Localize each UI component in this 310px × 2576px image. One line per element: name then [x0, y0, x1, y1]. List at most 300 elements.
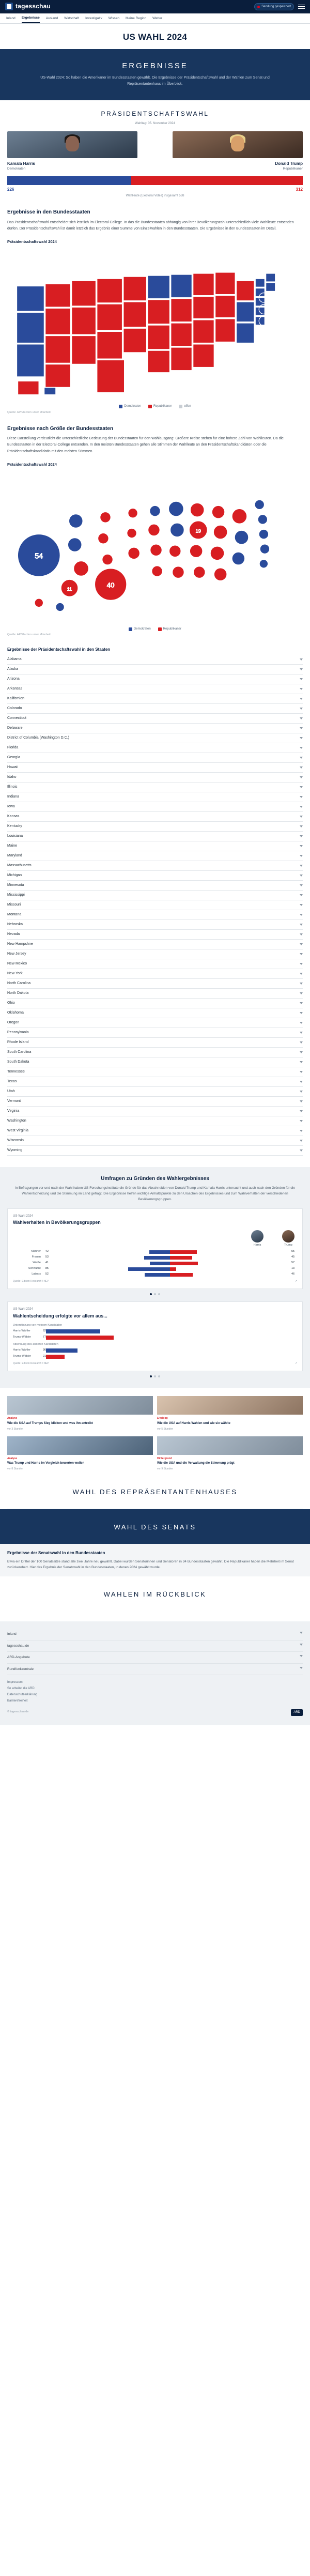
state-name: Washington [7, 1118, 26, 1123]
state-row[interactable] [7, 1116, 303, 1126]
ev-count-trump: 312 [296, 187, 303, 192]
brand-logo[interactable] [5, 2, 51, 11]
survey-heading: Umfragen zu Gründen des Wahlergebnisses [101, 1176, 209, 1182]
nav-item-3[interactable]: Investigativ [85, 16, 102, 20]
state-name: Montana [7, 912, 22, 916]
state-name: North Dakota [7, 991, 29, 995]
nav-item-0[interactable]: Inland [6, 16, 16, 20]
state-name: Vermont [7, 1099, 21, 1103]
group-trump-value: 13 [291, 1267, 295, 1270]
state-name: New Hampshire [7, 942, 33, 946]
harris-avatar [251, 1230, 264, 1243]
chevron-down-icon[interactable] [300, 1032, 303, 1034]
reason-label: Harris-Wähler [13, 1329, 30, 1333]
state-row[interactable] [7, 822, 303, 832]
chevron-down-icon[interactable] [300, 983, 303, 985]
chevron-down-icon[interactable] [300, 855, 303, 857]
teaser-3-tag: Hintergrund [157, 1456, 172, 1460]
state-results-list [7, 655, 303, 1156]
state-name: Iowa [7, 804, 15, 808]
hero-band [0, 49, 310, 100]
chevron-down-icon[interactable] [300, 1012, 303, 1014]
nav-item-4[interactable]: Wissen [108, 16, 120, 20]
svg-text:54: 54 [35, 552, 43, 561]
us-electoral-map[interactable] [7, 248, 303, 403]
group-harris-bar [144, 1256, 170, 1260]
main-nav [0, 13, 310, 24]
chevron-down-icon[interactable] [300, 786, 303, 788]
group-bar-row [13, 1250, 297, 1254]
chevron-down-icon[interactable] [300, 1130, 303, 1132]
footer-link-2[interactable] [7, 1652, 303, 1663]
chevron-down-icon[interactable] [300, 747, 303, 749]
reason-bar [46, 1355, 65, 1359]
state-row[interactable] [7, 694, 303, 704]
state-name: Arkansas [7, 686, 23, 691]
reason-value: 21 [42, 1355, 46, 1358]
state-name: Kentucky [7, 824, 22, 828]
card2-kicker: US-Wahl 2024 [13, 1308, 33, 1311]
state-name: Wyoming [7, 1148, 23, 1152]
state-row[interactable] [7, 881, 303, 891]
state-row[interactable] [7, 979, 303, 989]
teaser-1-meta: vor 5 Stunden [157, 1427, 174, 1431]
state-name: South Carolina [7, 1050, 32, 1054]
chevron-down-icon[interactable] [300, 776, 303, 778]
card1-source: Quelle: Edison Research / NEP [13, 1280, 49, 1283]
state-name: Alabama [7, 657, 22, 661]
chevron-down-icon[interactable] [300, 727, 303, 729]
chevron-down-icon[interactable] [300, 865, 303, 867]
chevron-down-icon[interactable] [300, 1091, 303, 1093]
teaser-1[interactable] [157, 1396, 303, 1431]
state-row[interactable] [7, 792, 303, 802]
state-row[interactable] [7, 891, 303, 900]
state-name: Wisconsin [7, 1138, 24, 1142]
senate-heading: WAHL DES SENATS [0, 1509, 310, 1544]
live-dot-icon [257, 6, 260, 8]
us-bubble-map[interactable] [7, 471, 303, 626]
chevron-down-icon[interactable] [300, 1022, 303, 1024]
state-name: New York [7, 971, 23, 975]
nav-item-2[interactable]: Wirtschaft [64, 16, 80, 20]
retro-heading: WAHLEN IM RÜCKBLICK [103, 1590, 207, 1599]
group-harris-bar [145, 1273, 170, 1277]
state-row[interactable] [7, 753, 303, 763]
state-row[interactable] [7, 1087, 303, 1097]
card1-trump-label: Trump [284, 1244, 292, 1247]
group-harris-value: 85 [45, 1267, 49, 1270]
state-results-title: Ergebnisse der Präsidentschaftswahl in den Staaten [7, 647, 111, 652]
chevron-down-icon[interactable] [300, 875, 303, 877]
state-row[interactable] [7, 1067, 303, 1077]
nav-item-active[interactable]: Ergebnisse [22, 13, 40, 23]
card1-title: Wahlverhalten in Bevölkerungsgruppen [13, 1220, 101, 1225]
state-row[interactable] [7, 959, 303, 969]
house-heading: WAHL DES REPRÄSENTANTENHAUSES [72, 1488, 238, 1496]
state-row[interactable] [7, 1018, 303, 1028]
reason-value: 62 [42, 1329, 46, 1333]
state-row[interactable] [7, 773, 303, 783]
chevron-down-icon[interactable] [300, 943, 303, 945]
teaser-2-image [7, 1436, 153, 1455]
footer-sub-2[interactable]: Datenschutzerklärung [7, 1693, 38, 1696]
state-row[interactable] [7, 1077, 303, 1087]
card1-harris-head [249, 1230, 266, 1248]
state-name: Georgia [7, 755, 20, 759]
teaser-2[interactable] [7, 1436, 153, 1471]
bubble-legend [7, 627, 303, 632]
bubble-source: Quelle: AP/Election unter Mitarbeit [7, 633, 51, 637]
senate-note [0, 1544, 310, 1576]
state-name: Arizona [7, 677, 20, 681]
state-row[interactable] [7, 743, 303, 753]
state-row[interactable] [7, 1146, 303, 1156]
state-row[interactable] [7, 802, 303, 812]
trump-party: Republikaner [283, 167, 303, 171]
footer-link-1-label: tagesschau.de [7, 1644, 29, 1648]
president-section-title: PRÄSIDENTSCHAFTSWAHL [101, 110, 209, 117]
teaser-0-meta: vor 3 Stunden [7, 1427, 24, 1431]
group-bar-row [13, 1267, 297, 1271]
state-name: Maryland [7, 853, 22, 857]
chevron-down-icon[interactable] [300, 658, 303, 661]
bubble-block-text: Diese Darstellung verdeutlicht die unterschiedliche Bedeutung der Bundesstaaten für den Wahlausgang: Größere Kreise stehen für eine höhere Zahl von Wahlleuten. Da die Bundesstaaten in der Electoral-College entsenden. In den meisten Bundesstaaten gehen alle Stimmen der Wahlleute an den Präsidentschaftskandidaten oder die Präsidentschaftskandidatin mit den meisten Stimmen. [7, 437, 284, 453]
state-row[interactable] [7, 704, 303, 714]
group-harris-value: 41 [45, 1261, 49, 1265]
group-label: Frauen [32, 1255, 41, 1259]
saved-broadcast-badge[interactable] [254, 3, 294, 11]
map-source: Quelle: AP/Election unter Mitarbeit [7, 410, 51, 414]
chevron-down-icon[interactable] [300, 698, 303, 700]
state-row[interactable] [7, 783, 303, 792]
state-name: Pennsylvania [7, 1030, 29, 1034]
saved-broadcast-label: Sendung gespeichert [261, 5, 291, 8]
ev-count-harris: 226 [7, 187, 14, 192]
survey-card-groups [7, 1208, 303, 1290]
reason-label: Harris-Wähler [13, 1348, 30, 1352]
chevron-down-icon[interactable] [300, 894, 303, 896]
state-row[interactable] [7, 763, 303, 773]
state-row[interactable] [7, 812, 303, 822]
state-row[interactable] [7, 1048, 303, 1057]
state-row[interactable] [7, 949, 303, 959]
state-row[interactable] [7, 1107, 303, 1116]
chevron-down-icon[interactable] [300, 688, 303, 690]
ev-caption: Wahlleute (Electoral Votes) insgesamt 538 [126, 194, 184, 198]
reason-bar-row [13, 1336, 297, 1340]
group-harris-value: 53 [45, 1255, 49, 1259]
state-name: Hawaii [7, 765, 19, 769]
tagesschau-mark-icon [5, 3, 13, 10]
chevron-down-icon[interactable] [300, 845, 303, 847]
chevron-down-icon[interactable] [300, 825, 303, 827]
state-name: District of Columbia (Washington D.C.) [7, 735, 69, 740]
trump-photo [173, 131, 303, 158]
chevron-down-icon[interactable] [300, 708, 303, 710]
group-harris-bar [149, 1250, 170, 1254]
card1-trump-head [280, 1230, 297, 1248]
reason-label: Trump-Wähler [13, 1355, 31, 1358]
state-row[interactable] [7, 1136, 303, 1146]
state-row[interactable] [7, 940, 303, 949]
state-name: New Mexico [7, 961, 27, 965]
chevron-down-icon[interactable] [300, 766, 303, 769]
state-name: Michigan [7, 873, 22, 877]
state-name: Florida [7, 745, 19, 749]
state-name: Illinois [7, 785, 18, 789]
card2-source: Quelle: Edison Research / NEP [13, 1362, 49, 1366]
state-row[interactable] [7, 832, 303, 841]
carousel-dots-1[interactable] [7, 1293, 303, 1295]
state-row[interactable] [7, 920, 303, 930]
reason-label: Trump-Wähler [13, 1336, 31, 1339]
page-title: US WAHL 2024 [122, 32, 188, 42]
nav-item-5[interactable]: Meine Region [126, 16, 147, 20]
burger-menu-icon[interactable] [298, 5, 305, 9]
chevron-down-icon[interactable] [300, 737, 303, 739]
state-name: Alaska [7, 667, 19, 671]
reason-value: 77 [42, 1336, 46, 1339]
state-row[interactable] [7, 851, 303, 861]
top-bar [0, 0, 310, 13]
map-block-title: Ergebnisse in den Bundesstaaten [7, 209, 90, 216]
candidate-row [7, 131, 303, 172]
trump-avatar [282, 1230, 295, 1243]
state-name: Nevada [7, 932, 20, 936]
state-row[interactable] [7, 714, 303, 724]
chevron-down-icon[interactable] [300, 816, 303, 818]
chevron-down-icon[interactable] [300, 1061, 303, 1063]
svg-text:11: 11 [67, 586, 72, 592]
chevron-down-icon[interactable] [300, 835, 303, 837]
share-icon[interactable]: ↗ [295, 1280, 297, 1283]
card1-harris-label: Harris [253, 1244, 261, 1247]
teaser-2-title: Was Trump und Harris im Vergleich bewerten wollen [7, 1462, 85, 1465]
share-icon-2[interactable]: ↗ [295, 1362, 297, 1366]
state-row[interactable] [7, 930, 303, 940]
state-row[interactable] [7, 1057, 303, 1067]
chevron-down-icon[interactable] [300, 924, 303, 926]
nav-item-1[interactable]: Ausland [45, 16, 58, 20]
chevron-down-icon[interactable] [300, 717, 303, 719]
group-trump-bar [170, 1250, 197, 1254]
teaser-3[interactable] [157, 1436, 303, 1471]
carousel-dots-2[interactable] [7, 1375, 303, 1377]
state-name: Kalifornien [7, 696, 25, 700]
chevron-down-icon[interactable] [300, 914, 303, 916]
group-bar-row [13, 1261, 297, 1265]
nav-item-6[interactable]: Wetter [152, 16, 163, 20]
state-row[interactable] [7, 910, 303, 920]
trump-face-shape [231, 136, 244, 151]
card1-kicker: US-Wahl 2024 [13, 1214, 33, 1218]
survey-card-reason [7, 1301, 303, 1371]
bubble-legend-rep: Republikaner [163, 627, 182, 631]
group-trump-bar [170, 1267, 176, 1271]
chevron-down-icon[interactable] [300, 992, 303, 994]
state-name: Nebraska [7, 922, 23, 926]
chevron-down-icon[interactable] [300, 1002, 303, 1004]
teaser-row-2 [0, 1431, 310, 1475]
hero-text: US-Wahl 2024: So haben die Amerikaner im Bundesstaaten gewählt. Die Ergebnisse der Präsidentschaftswahl und der Wahlen zum Senat und Repräsentantenhaus im Überblick. [40, 76, 270, 86]
electoral-vote-bar [7, 176, 303, 185]
ard-logo: ARD [291, 1709, 303, 1716]
group-harris-bar [150, 1262, 170, 1265]
chevron-down-icon[interactable] [300, 1110, 303, 1112]
footer-sub-3[interactable]: Barrierefreiheit [7, 1699, 28, 1703]
trump-name: Donald Trump [275, 161, 303, 166]
group-label: Männer [31, 1250, 41, 1253]
teaser-2-meta: vor 8 Stunden [7, 1467, 24, 1471]
reason-bar [46, 1329, 100, 1333]
state-name: West Virginia [7, 1128, 28, 1132]
map-block-text: Das Präsidentschaftswahl entscheidet sich letztlich im Electoral College. In das die Bundesstaaten abhängig von ihrer Bevölkerungszahl unterschiedlich viele Wahlleute entsenden dürfen. Der Präsidentschaftswahl ist damit letztlich das Ergebnis einer Summe von Einzelwahlen in den Bundesstaaten. Die Ergebnisse in den Bundesstaaten im Detail. [7, 220, 294, 231]
state-row[interactable] [7, 1028, 303, 1038]
chevron-down-icon[interactable] [300, 1071, 303, 1073]
harris-face-shape [66, 136, 79, 151]
teaser-1-image [157, 1396, 303, 1415]
teaser-0[interactable] [7, 1396, 153, 1431]
state-name: Minnesota [7, 883, 24, 887]
state-row[interactable] [7, 841, 303, 851]
group-bar-row [13, 1272, 297, 1277]
state-row[interactable] [7, 665, 303, 674]
teaser-1-title: Wie die USA auf Harris Wahlen und wie sie wählte [157, 1421, 230, 1425]
state-name: Delaware [7, 726, 23, 730]
state-name: Tennessee [7, 1069, 25, 1074]
reason-bar [46, 1348, 78, 1353]
footer-link-3-label: Rundfunkzentrale [7, 1667, 34, 1671]
teaser-row-1 [0, 1388, 310, 1431]
chevron-down-icon[interactable] [300, 973, 303, 975]
survey-section [0, 1167, 310, 1388]
state-row[interactable] [7, 733, 303, 743]
group-harris-bar [128, 1267, 170, 1271]
reason-value: 36 [42, 1348, 46, 1352]
state-row[interactable] [7, 1038, 303, 1048]
group-trump-bar [170, 1256, 192, 1260]
group-label: Latinos [32, 1272, 41, 1276]
chevron-down-icon[interactable] [300, 933, 303, 936]
chevron-down-icon[interactable] [300, 884, 303, 886]
state-row[interactable] [7, 1126, 303, 1136]
footer-link-1[interactable] [7, 1640, 303, 1652]
brand-name: tagesschau [16, 3, 51, 10]
chevron-down-icon[interactable] [300, 668, 303, 670]
page-title-block [0, 24, 310, 49]
chevron-down-icon[interactable] [300, 678, 303, 680]
chevron-down-icon[interactable] [300, 1081, 303, 1083]
state-name: Colorado [7, 706, 22, 710]
state-name: Texas [7, 1079, 17, 1083]
svg-text:40: 40 [106, 581, 115, 589]
president-subtitle: Wahltag: 05. November 2024 [135, 122, 175, 126]
reason-bar-row [13, 1348, 297, 1353]
chevron-down-icon[interactable] [300, 1140, 303, 1142]
state-row[interactable] [7, 900, 303, 910]
state-row[interactable] [7, 871, 303, 881]
footer-link-3[interactable] [7, 1664, 303, 1675]
chevron-down-icon[interactable] [300, 1051, 303, 1053]
ev-bar-trump [131, 176, 303, 185]
group-label: Weiße [33, 1261, 41, 1265]
state-name: Louisiana [7, 834, 23, 838]
reason-bar [46, 1336, 114, 1340]
chevron-down-icon[interactable] [300, 963, 303, 965]
ev-bar-harris [7, 176, 131, 185]
state-name: Utah [7, 1089, 15, 1093]
senate-note-text: Etwa ein Drittel der 100 Senatssitze stand alle zwei Jahre neu gewählt. Dabei wurden Senatorinnen und Senatoren in 34 Bundesstaaten gewählt. Die Republikaner haben die Mehrheit im Senat zurückerobert. Hier das Ergebnis der Senatswahl in den Bundesstaaten, in denen 2024 gewählt wurde. [7, 1559, 294, 1570]
group-trump-value: 57 [291, 1261, 295, 1265]
group-trump-value: 46 [291, 1272, 295, 1276]
state-row[interactable] [7, 1097, 303, 1107]
state-name: Maine [7, 844, 18, 848]
state-name: Indiana [7, 794, 19, 799]
state-row[interactable] [7, 724, 303, 733]
chevron-down-icon[interactable] [300, 796, 303, 798]
bubble-label: Präsidentschaftswahl 2024 [7, 462, 57, 467]
chevron-down-icon[interactable] [300, 1100, 303, 1102]
group-trump-bar [170, 1262, 198, 1265]
state-name: Rhode Island [7, 1040, 29, 1044]
chevron-down-icon[interactable] [300, 904, 303, 906]
legend-rep: Republikaner [153, 405, 172, 408]
state-row[interactable] [7, 655, 303, 665]
teaser-3-title: Wie die USA und die Verwaltung die Stimmung prägt [157, 1462, 235, 1465]
candidate-harris [7, 131, 137, 172]
state-name: Virginia [7, 1109, 20, 1113]
teaser-1-tag: Liveblog [157, 1417, 168, 1420]
state-name: Oklahoma [7, 1010, 24, 1015]
reason-bar-row [13, 1329, 297, 1333]
footer-link-0[interactable] [7, 1629, 303, 1640]
group-trump-bar [170, 1273, 193, 1277]
card2-sub1: Unterstützung von meinem Kandidaten [13, 1324, 63, 1327]
teaser-2-tag: Analyse [7, 1456, 18, 1460]
footer-link-0-label: Inland [7, 1632, 17, 1636]
svg-text:19: 19 [195, 528, 201, 534]
state-name: Oregon [7, 1020, 20, 1024]
state-name: Massachusetts [7, 863, 32, 867]
state-row[interactable] [7, 1008, 303, 1018]
chevron-down-icon[interactable] [300, 757, 303, 759]
legend-open: offen [184, 405, 191, 408]
state-row[interactable] [7, 989, 303, 999]
state-row[interactable] [7, 684, 303, 694]
state-row[interactable] [7, 861, 303, 871]
chevron-down-icon[interactable] [300, 1149, 303, 1152]
state-row[interactable] [7, 999, 303, 1008]
chevron-down-icon[interactable] [300, 1041, 303, 1044]
state-name: Kansas [7, 814, 20, 818]
state-name: New Jersey [7, 952, 26, 956]
footer-sub-1[interactable]: So arbeitet die ARD [7, 1686, 35, 1690]
chevron-down-icon[interactable] [300, 806, 303, 808]
chevron-down-icon[interactable] [300, 953, 303, 955]
state-name: Ohio [7, 1001, 15, 1005]
group-harris-value: 42 [45, 1250, 49, 1253]
state-name: Missouri [7, 902, 21, 907]
reason-bar-row [13, 1355, 297, 1359]
state-row[interactable] [7, 969, 303, 979]
footer-sub-0[interactable]: Impressum [7, 1680, 23, 1684]
group-trump-value: 55 [291, 1250, 295, 1253]
state-name: Idaho [7, 775, 17, 779]
group-trump-value: 45 [291, 1255, 295, 1259]
chevron-down-icon[interactable] [300, 1120, 303, 1122]
state-row[interactable] [7, 674, 303, 684]
